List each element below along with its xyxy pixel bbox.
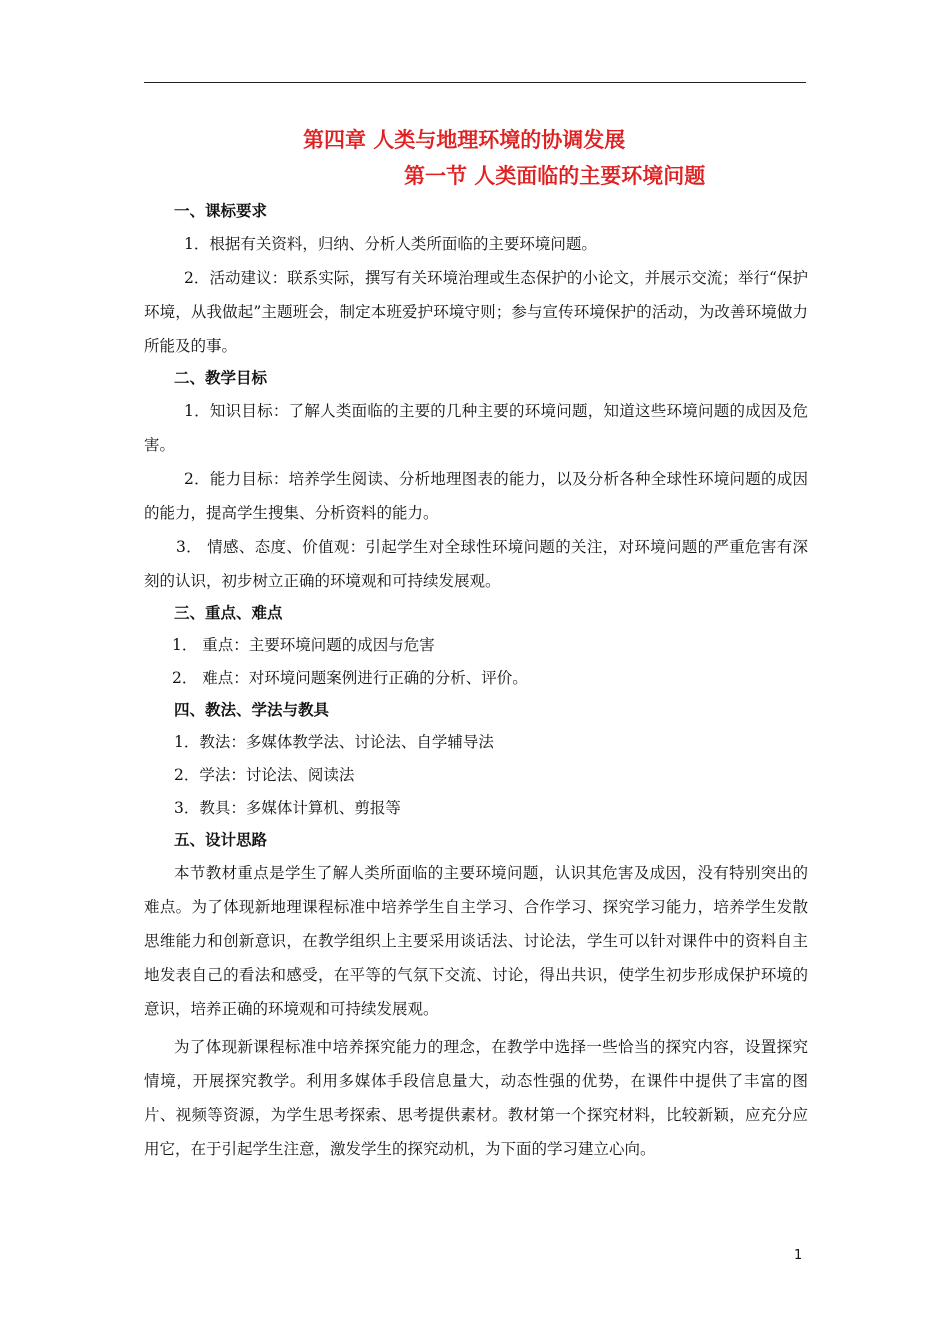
paragraph: 3． 情感、态度、价值观：引起学生对全球性环境问题的关注，对环境问题的严重危害有深刻的认识，初步树立正确的环境观和可持续发展观。 <box>144 538 808 590</box>
paragraph: 1．根据有关资料，归纳、分析人类所面临的主要环境问题。 <box>184 235 597 253</box>
heading-methods-and-tools: 四、教法、学法与教具 <box>174 701 330 719</box>
paragraph: 为了体现新课程标准中培养探究能力的理念，在教学中选择一些恰当的探究内容，设置探究情境，开展探究教学。利用多媒体手段信息量大，动态性强的优势，在课件中提供了丰富的图片、视频等资源，为学生思考探索、思考提供素材。教材第一个探究材料，比较新颖，应充分应用它，在于引起学生注意，激发学生的探究动机，为下面的学习建立心向。 <box>144 1038 808 1158</box>
page-number: 1 <box>794 1248 803 1263</box>
document-body <box>144 196 808 1166</box>
paragraph: 2．能力目标：培养学生阅读、分析地理图表的能力，以及分析各种全球性环境问题的成因的能力，提高学生搜集、分析资料的能力。 <box>144 470 808 522</box>
list-item: 3．教具：多媒体计算机、剪报等 <box>174 799 401 817</box>
heading-key-points: 三、重点、难点 <box>174 604 283 622</box>
section-title: 第一节 人类面临的主要环境问题 <box>404 164 706 188</box>
list-item: 1． 重点：主要环境问题的成因与危害 <box>172 636 435 654</box>
header-rule <box>144 82 806 83</box>
paragraph: 2．活动建议：联系实际，撰写有关环境治理或生态保护的小论文，并展示交流；举行“保护环境，从我做起”主题班会，制定本班爱护环境守则；参与宣传环境保护的活动，为改善环境做力所能及的事。 <box>144 269 808 355</box>
paragraph: 1．知识目标：了解人类面临的主要的几种主要的环境问题，知道这些环境问题的成因及危害。 <box>144 402 808 454</box>
heading-teaching-objectives: 二、教学目标 <box>174 369 268 387</box>
list-item: 1．教法：多媒体教学法、讨论法、自学辅导法 <box>174 733 494 751</box>
chapter-title: 第四章 人类与地理环境的协调发展 <box>303 128 626 152</box>
heading-design-ideas: 五、设计思路 <box>174 831 268 849</box>
heading-curriculum-requirements: 一、课标要求 <box>174 202 268 220</box>
list-item: 2．学法：讨论法、阅读法 <box>174 766 355 784</box>
paragraph: 本节教材重点是学生了解人类所面临的主要环境问题，认识其危害及成因，没有特别突出的难点。为了体现新地理课程标准中培养学生自主学习、合作学习、探究学习能力，培养学生发散思维能力和创新意识，在教学组织上主要采用谈话法、讨论法，学生可以针对课件中的资料自主地发表自己的看法和感受，在平等的气氛下交流、讨论，得出共识，使学生初步形成保护环境的意识，培养正确的环境观和可持续发展观。 <box>144 864 808 1018</box>
list-item: 2． 难点：对环境问题案例进行正确的分析、评价。 <box>172 669 528 687</box>
